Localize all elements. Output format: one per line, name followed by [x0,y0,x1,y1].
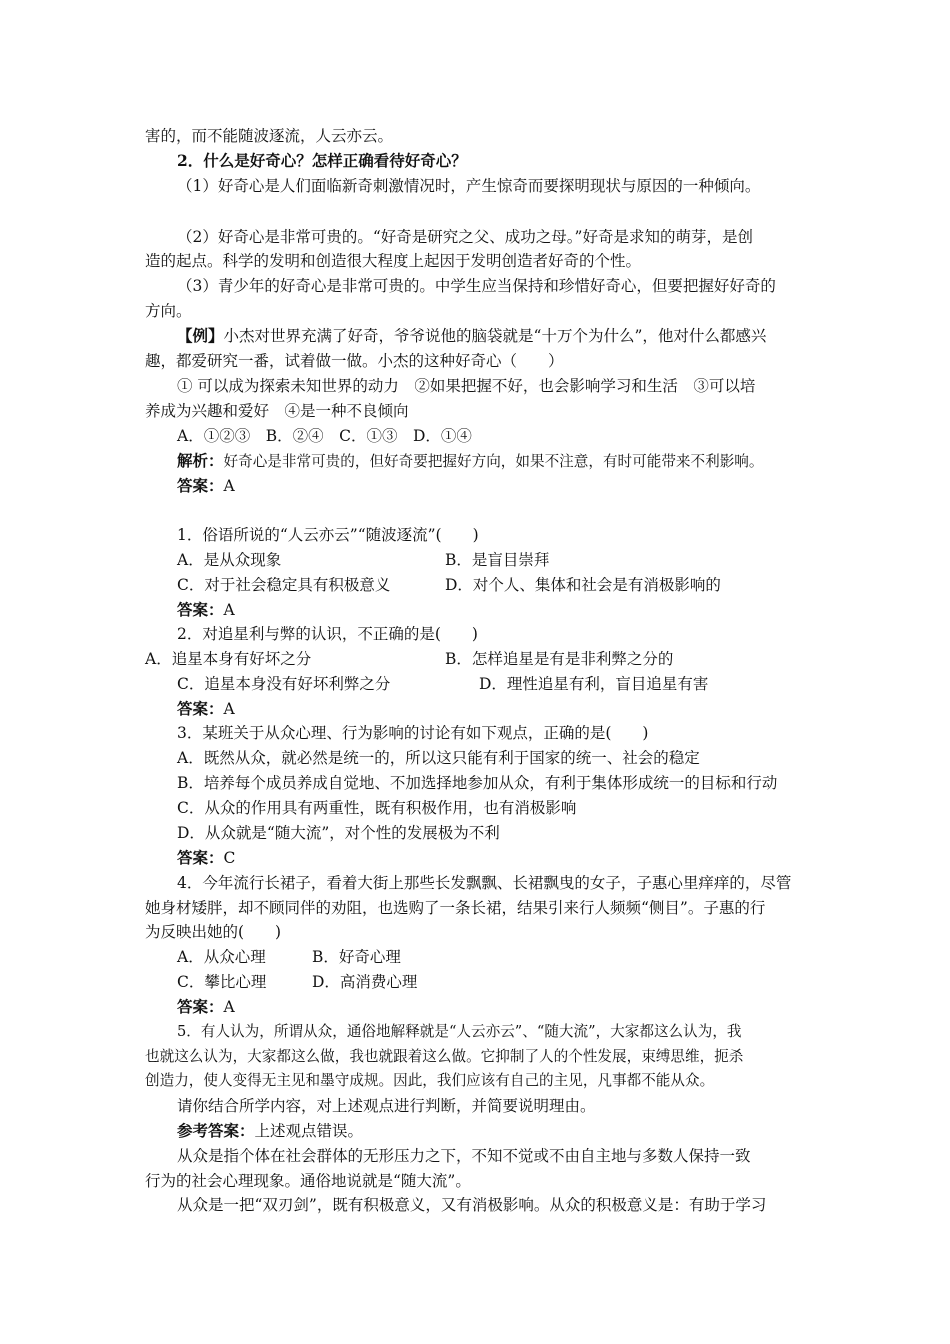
option-d: D．高消费心理 [312,973,418,991]
analysis-line [177,451,764,472]
option-b: B．培养每个成员养成自觉地、不加选择地参加从众，有利于集体形成统一的目标和行动 [177,774,778,792]
text-line: 请你结合所学内容，对上述观点进行判断，并简要说明理由。 [177,1097,596,1115]
answer-line [177,997,235,1017]
option-c: C．从众的作用具有两重性，既有积极作用，也有消极影响 [177,799,577,817]
answer-label: 答案： [177,699,224,718]
question-1: 1．俗语所说的“人云亦云”“随波逐流”( ) [177,526,479,544]
example-text: 小杰对世界充满了好奇，爷爷说他的脑袋就是“十万个为什么”，他对什么都感兴 [223,327,767,345]
text-line: 害的，而不能随波逐流，人云亦云。 [145,127,394,145]
section-heading: 2．什么是好奇心？怎样正确看待好奇心？ [177,151,467,170]
text-line: 从众是一把“双刃剑”，既有积极意义，又有消极影响。从众的积极意义是：有助于学习 [177,1196,767,1214]
question-3: 3．某班关于从众心理、行为影响的讨论有如下观点，正确的是( ) [177,724,649,742]
answer-label: 答案： [177,600,224,619]
text-line: 造的起点。科学的发明和创造很大程度上起因于发明创造者好奇的个性。 [145,252,642,270]
text-line: （2）好奇心是非常可贵的。“好奇是研究之父、成功之母。”好奇是求知的萌芽，是创 [177,228,753,246]
question-4: 4．今年流行长裙子，看着大街上那些长发飘飘、长裙飘曳的女子，子惠心里痒痒的，尽管 [177,874,792,892]
text-line: 为反映出她的( ) [145,923,282,941]
answer-value: A [223,998,235,1016]
analysis-text: 好奇心是非常可贵的，但好奇要把握好方向，如果不注意，有时可能带来不利影响。 [223,453,764,470]
answer-line [177,1121,363,1141]
answer-value: A [223,700,235,718]
option-c: C．对于社会稳定具有积极意义 [177,576,391,594]
option-c: C．攀比心理 [177,973,267,991]
option-a: A．是从众现象 [177,551,282,569]
answer-line [177,600,235,620]
text-line: 也就这么认为，大家都这么做，我也就跟着这么做。它抑制了人的个性发展，束缚思维，扼杀 [145,1048,744,1065]
question-5: 5．有人认为，所谓从众，通俗地解释就是“人云亦云”、“随大流”，大家都这么认为，我 [177,1023,742,1040]
option-a: A．既然从众，就必然是统一的，所以这只能有利于国家的统一、社会的稳定 [177,749,700,767]
text-line: （1）好奇心是人们面临新奇刺激情况时，产生惊奇而要探明现状与原因的一种倾向。 [177,177,761,195]
text-line: 行为的社会心理现象。通俗地说就是“随大流”。 [145,1172,471,1190]
text-line: （3）青少年的好奇心是非常可贵的。中学生应当保持和珍惜好奇心，但要把握好好奇的 [177,277,776,295]
option-a: A．从众心理 [177,948,266,966]
answer-line [177,699,235,719]
answer-label: 答案： [177,848,224,867]
text-line: 方向。 [145,302,192,320]
answer-label: 答案： [177,997,224,1016]
answer-value: 上述观点错误。 [254,1122,364,1140]
answer-value: A [223,601,235,619]
example-label: 【例】 [177,326,224,345]
example-line [177,326,766,346]
text-line: 她身材矮胖，却不顾同伴的劝阻，也选购了一条长裙，结果引来行人频频“侧目”。子惠的行 [145,899,766,917]
option-b: B．是盲目崇拜 [445,551,550,569]
text-line: 从众是指个体在社会群体的无形压力之下，不知不觉或不由自主地与多数人保持一致 [177,1147,751,1165]
option-d: D．理性追星有利，盲目追星有害 [479,675,709,693]
question-2: 2．对追星利与弊的认识，不正确的是( ) [177,625,478,643]
option-d: D．对个人、集体和社会是有消极影响的 [445,576,721,594]
answer-value: A [223,477,235,495]
answer-label: 答案： [177,476,224,495]
answer-label: 参考答案： [177,1121,255,1140]
option-d: D．从众就是“随大流”，对个性的发展极为不利 [177,824,500,842]
text-line: 创造力，使人变得无主见和墨守成规。因此，我们应该有自己的主见，凡事都不能从众。 [145,1072,715,1089]
answer-line [177,848,235,868]
answer-line [177,476,235,496]
text-line: ① 可以成为探索未知世界的动力 ②如果把握不好，也会影响学习和生活 ③可以培 [177,377,756,395]
option-a: A．追星本身有好坏之分 [145,650,312,668]
text-line: 养成为兴趣和爱好 ④是一种不良倾向 [145,402,409,420]
option-b: B．好奇心理 [312,948,401,966]
option-c: C．追星本身没有好坏利弊之分 [177,675,391,693]
options-line: A．①②③ B．②④ C．①③ D．①④ [177,427,472,445]
answer-value: C [223,849,236,867]
option-b: B．怎样追星是有是非利弊之分的 [445,650,674,668]
analysis-label: 解析： [177,451,224,470]
text-line: 趣，都爱研究一番，试着做一做。小杰的这种好奇心（ ） [145,352,564,370]
